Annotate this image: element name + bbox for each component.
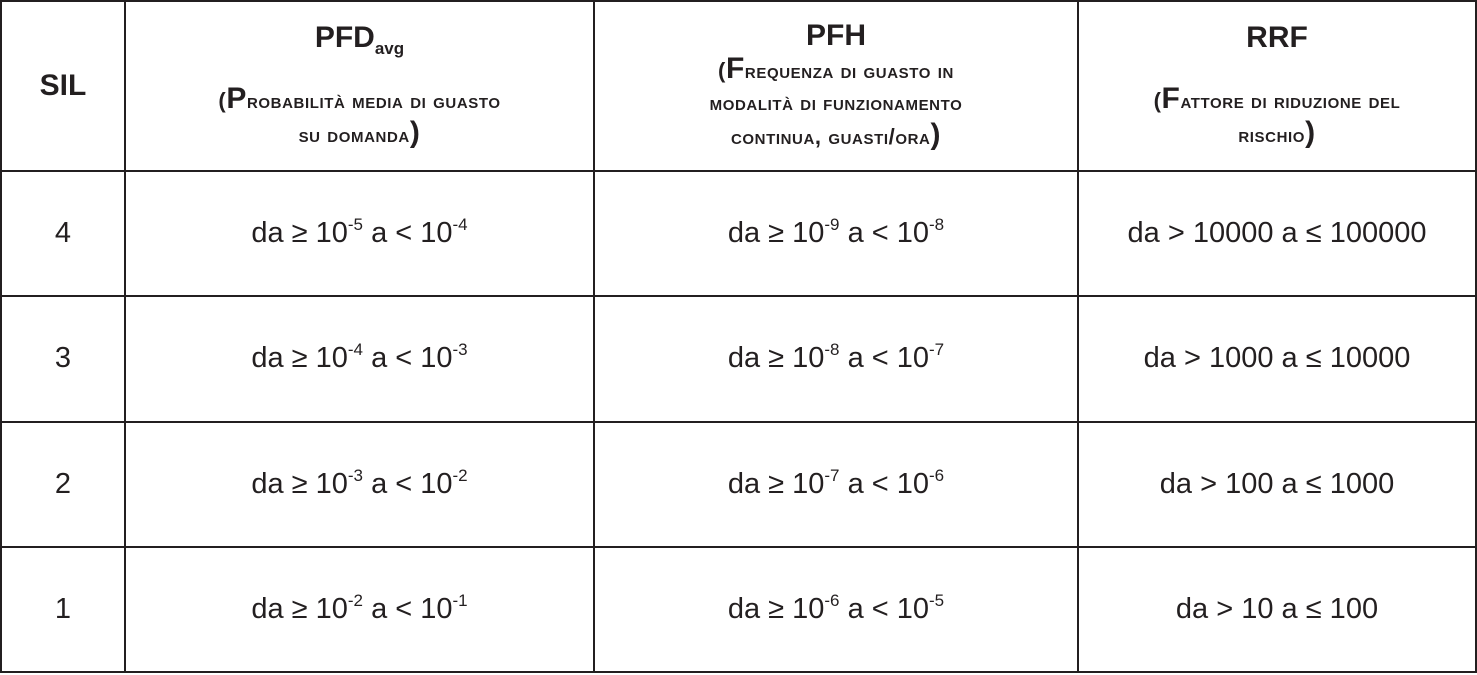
pfd-range [125, 422, 594, 547]
pfh-range [594, 296, 1078, 421]
pfd-range-exp-low: -5 [347, 215, 364, 235]
header-rrf-desc-line2: rischio [1238, 122, 1306, 147]
pfd-range-exp-low: -3 [347, 465, 364, 485]
pfh-range-exp-high: -5 [929, 590, 945, 610]
pfd-range-pre: da ≥ 10 [251, 342, 348, 375]
header-pfd-title-text: PFD [314, 21, 375, 54]
table-row [1, 171, 1476, 296]
pfh-range-mid: a < 10 [839, 217, 930, 250]
header-rrf-desc-2 [1079, 117, 1475, 151]
pfd-range-exp-high: -1 [452, 590, 468, 610]
pfd-range-mid: a < 10 [363, 217, 453, 250]
header-sil-label: SIL [39, 69, 87, 102]
header-pfd-desc [126, 83, 593, 117]
pfh-range-pre: da ≥ 10 [727, 467, 825, 500]
table-row [1, 296, 1476, 421]
rrf-range: da > 100 a ≤ 1000 [1078, 422, 1476, 547]
header-pfh-paren-open: ( [718, 58, 726, 83]
table-body [1, 171, 1476, 672]
rrf-range: da > 10 a ≤ 100 [1078, 547, 1476, 672]
pfh-range-pre: da ≥ 10 [727, 217, 825, 250]
header-pfd [125, 1, 594, 171]
pfd-range-mid: a < 10 [363, 592, 453, 625]
header-pfd-cap: P [226, 82, 247, 115]
rrf-range: da > 1000 a ≤ 10000 [1078, 296, 1476, 421]
pfd-range [125, 296, 594, 421]
header-pfd-desc-line1: robabilità media di guasto [246, 88, 501, 113]
header-pfh-desc-3 [595, 119, 1077, 153]
pfd-range-pre: da ≥ 10 [251, 217, 348, 250]
header-pfd-paren-open: ( [218, 88, 227, 113]
pfh-range-exp-high: -8 [929, 215, 945, 235]
pfd-range-exp-high: -4 [452, 215, 468, 235]
pfh-range-pre: da ≥ 10 [727, 342, 825, 375]
pfd-range-mid: a < 10 [363, 342, 453, 375]
pfh-range-exp-low: -7 [824, 465, 840, 485]
header-pfh-desc-line1: requenza di guasto in [744, 58, 954, 83]
header-row [1, 1, 1476, 171]
header-pfh-desc [595, 53, 1077, 87]
sil-level: 3 [1, 296, 125, 421]
pfd-range-exp-high: -2 [452, 465, 468, 485]
header-rrf-desc [1079, 83, 1475, 117]
sil-level: 4 [1, 171, 125, 296]
header-rrf-paren-close: ) [1305, 116, 1316, 149]
pfd-range-exp-low: -4 [347, 340, 364, 360]
table-row [1, 422, 1476, 547]
header-pfh-cap: F [725, 52, 745, 85]
pfd-range [125, 547, 594, 672]
header-rrf-cap: F [1161, 82, 1181, 115]
pfh-range-exp-low: -8 [824, 340, 840, 360]
pfd-range [125, 171, 594, 296]
header-rrf-paren-open: ( [1153, 88, 1162, 113]
header-rrf-desc-line1: attore di riduzione del [1180, 88, 1401, 113]
header-pfd-desc-2 [126, 117, 593, 151]
pfd-range-pre: da ≥ 10 [251, 467, 348, 500]
pfh-range [594, 547, 1078, 672]
table-header [1, 1, 1476, 171]
table-row [1, 547, 1476, 672]
header-pfh-paren-close: ) [930, 118, 942, 151]
pfh-range-mid: a < 10 [839, 467, 930, 500]
header-pfh-desc-2: modalità di funzionamento [709, 90, 963, 115]
pfd-range-pre: da ≥ 10 [251, 592, 348, 625]
header-rrf [1078, 1, 1476, 171]
header-pfh-title: PFH [806, 19, 866, 52]
pfh-range-pre: da ≥ 10 [727, 592, 825, 625]
pfh-range-exp-low: -6 [824, 590, 840, 610]
header-sil [1, 1, 125, 171]
header-pfd-desc-line2: su domanda [298, 122, 410, 147]
pfh-range-exp-low: -9 [824, 215, 840, 235]
header-pfh-desc-line3: continua, guasti/ora [730, 124, 931, 149]
header-pfd-subscript: avg [374, 39, 405, 58]
pfh-range-exp-high: -6 [929, 465, 945, 485]
sil-level: 2 [1, 422, 125, 547]
header-pfd-paren-close: ) [409, 116, 421, 149]
pfh-range-mid: a < 10 [839, 342, 930, 375]
pfd-range-mid: a < 10 [363, 467, 453, 500]
header-pfd-title [126, 21, 593, 58]
pfh-range-mid: a < 10 [839, 592, 930, 625]
pfh-range-exp-high: -7 [929, 340, 945, 360]
pfh-range [594, 171, 1078, 296]
sil-level: 1 [1, 547, 125, 672]
pfd-range-exp-high: -3 [452, 340, 468, 360]
pfd-range-exp-low: -2 [347, 590, 364, 610]
pfh-range [594, 422, 1078, 547]
header-rrf-title: RRF [1246, 21, 1308, 54]
header-pfh [594, 1, 1078, 171]
rrf-range: da > 10000 a ≤ 100000 [1078, 171, 1476, 296]
